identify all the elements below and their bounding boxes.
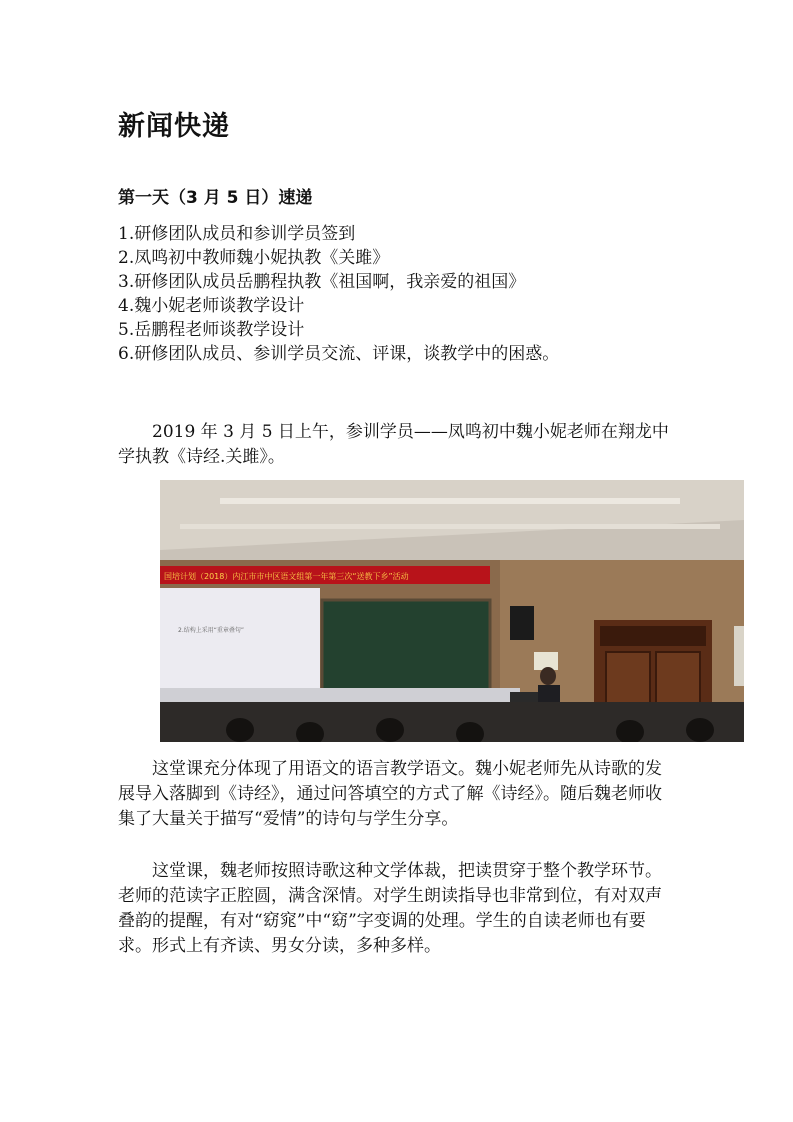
agenda-item: 4.魏小妮老师谈教学设计	[118, 296, 305, 316]
agenda-item: 1.研修团队成员和参训学员签到	[118, 224, 356, 244]
agenda-item: 5.岳鹏程老师谈教学设计	[118, 320, 305, 340]
agenda-item: 2.凤鸣初中教师魏小妮执教《关雎》	[118, 248, 390, 268]
agenda-item: 6.研修团队成员、参训学员交流、评课，谈教学中的困惑。	[118, 344, 560, 364]
reading-paragraph: 这堂课，魏老师按照诗歌这种文学体裁，把读贯穿于整个教学环节。老师的范读字正腔圆，满含深情。对学生朗读指导也非常到位，有对双声叠韵的提醒，有对“窈窕”中“窈”字变调的处理。学生的自读老师也有要求。形式上有齐读、男女分读，多种多样。	[118, 861, 662, 956]
agenda-list	[118, 222, 559, 366]
banner-text: 国培计划（2018）内江市市中区语文组第一年第三次“送教下乡”活动	[164, 572, 409, 581]
intro-paragraph: 2019 年 3 月 5 日上午，参训学员——凤鸣初中魏小妮老师在翔龙中学执教《诗经.关雎》。	[118, 422, 669, 467]
lesson-paragraph: 这堂课充分体现了用语文的语言教学语文。魏小妮老师先从诗歌的发展导入落脚到《诗经》，通过问答填空的方式了解《诗经》。随后魏老师收集了大量关于描写“爱情”的诗句与学生分享。	[118, 759, 662, 829]
section-title: 第一天（3 月 5 日）速递	[118, 188, 313, 208]
classroom-photo	[160, 480, 744, 742]
slide-text: 2.结构上采用“重章叠句”	[178, 627, 244, 634]
agenda-item: 3.研修团队成员岳鹏程执教《祖国啊，我亲爱的祖国》	[118, 272, 526, 292]
page-title: 新闻快递	[118, 111, 230, 142]
